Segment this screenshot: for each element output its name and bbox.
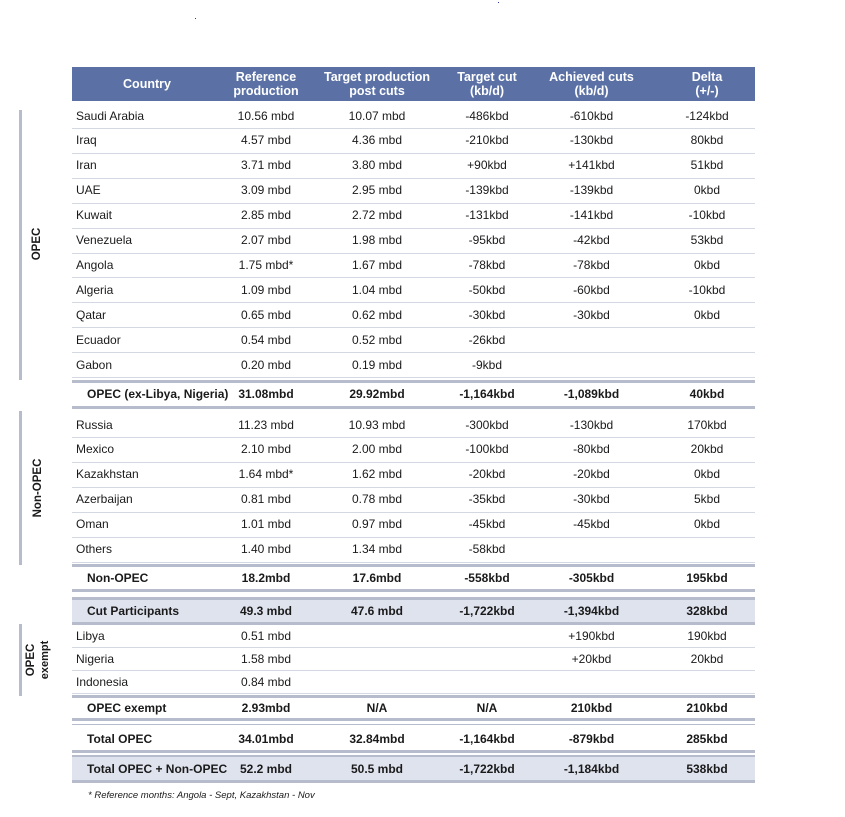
- cell-achieved-cut: -1,089kbd: [563, 387, 620, 401]
- group-bracket-opec: [19, 110, 22, 380]
- table-row: [72, 178, 755, 204]
- cell-delta: 0kbd: [693, 307, 721, 322]
- cell-target-production: 0.97 mbd: [351, 517, 403, 532]
- cell-achieved-cut: -60kbd: [573, 282, 610, 297]
- cell-country: Gabon: [76, 357, 113, 372]
- cell-delta: 53kbd: [690, 233, 724, 247]
- cell-achieved-cut: [534, 670, 649, 693]
- cell-achieved-cut: -30kbd: [573, 307, 610, 322]
- stray-dot: [195, 18, 196, 19]
- cell-country: Ecuador: [76, 332, 121, 347]
- table-row: [72, 537, 755, 563]
- cell-delta: 20kbd: [690, 442, 724, 457]
- cell-target-production: 3.80 mbd: [351, 158, 403, 173]
- cell-reference-production: 2.10 mbd: [240, 442, 292, 457]
- cell-reference-production: 1.01 mbd: [240, 517, 292, 532]
- cell-achieved-cut: +141kbd: [568, 158, 615, 173]
- cell-country: Qatar: [76, 307, 107, 322]
- cell-achieved-cut: -305kbd: [568, 571, 615, 585]
- cell-reference-production: 4.57 mbd: [240, 133, 292, 148]
- cell-country: Kuwait: [76, 208, 113, 223]
- cell-achieved-cut: [534, 352, 649, 377]
- cell-target-production: 29.92mbd: [349, 387, 405, 401]
- cell-delta: 51kbd: [690, 158, 724, 173]
- cell-reference-production: 52.2 mbd: [239, 761, 293, 776]
- cell-reference-production: 0.20 mbd: [240, 357, 292, 372]
- cell-target-cut: -139kbd: [465, 183, 509, 198]
- cell-delta: 80kbd: [690, 133, 724, 148]
- cell-achieved-cut: 210kbd: [570, 701, 613, 715]
- cell-target-production: 47.6 mbd: [350, 604, 404, 618]
- cell-target-cut: -20kbd: [468, 467, 506, 482]
- cell-target-cut: -35kbd: [468, 492, 506, 507]
- cell-delta: 40kbd: [689, 387, 725, 401]
- cell-achieved-cut: -879kbd: [568, 731, 615, 746]
- cell-reference-production: 0.54 mbd: [240, 332, 292, 347]
- cell-target-cut: -50kbd: [468, 282, 506, 297]
- cell-target-production: N/A: [366, 701, 388, 715]
- cell-country: Iran: [76, 158, 97, 173]
- cell-achieved-cut: -42kbd: [573, 233, 610, 247]
- cell-target-production: 2.95 mbd: [351, 183, 403, 198]
- cell-achieved-cut: +190kbd: [568, 628, 615, 643]
- subtotal-row-opec-exempt: [72, 697, 755, 719]
- group-label-exempt-line1: OPEC: [25, 643, 37, 677]
- cell-target-production: 0.62 mbd: [351, 307, 403, 322]
- cell-target-production: 50.5 mbd: [350, 761, 404, 776]
- table-row: [72, 412, 755, 438]
- table-row: [72, 252, 755, 278]
- cell-achieved-cut: -80kbd: [573, 442, 610, 457]
- cell-reference-production: 1.09 mbd: [240, 282, 292, 297]
- cell-delta: 5kbd: [693, 492, 721, 507]
- cell-reference-production: 1.75 mbd*: [238, 257, 294, 272]
- cell-achieved-cut: -1,184kbd: [563, 761, 620, 776]
- cell-achieved-cut: -141kbd: [569, 208, 614, 223]
- cell-reference-production: 11.23 mbd: [238, 417, 294, 432]
- cell-target-cut: -1,164kbd: [459, 387, 515, 401]
- cell-reference-production: 2.07 mbd: [240, 233, 292, 247]
- table-row: [72, 203, 755, 229]
- cell-target-cut: [447, 670, 527, 693]
- table-row: [72, 437, 755, 463]
- stray-dot: [498, 2, 499, 3]
- cell-country: Russia: [76, 417, 113, 432]
- cell-target-cut: [447, 624, 527, 647]
- cell-target-cut: -95kbd: [468, 233, 506, 247]
- cell-target-production: 2.00 mbd: [351, 442, 403, 457]
- cell-country: Angola: [76, 257, 114, 272]
- footnote: * Reference months: Angola - Sept, Kazakhstan - Nov: [88, 790, 315, 801]
- table-row: [72, 512, 755, 538]
- cell-reference-production: 1.58 mbd: [240, 651, 292, 666]
- cell-target-cut: +90kbd: [467, 158, 507, 173]
- cell-target-production: 10.07 mbd: [348, 108, 406, 123]
- cell-target-production: [316, 624, 438, 647]
- header-target-cut: Target cut (kb/d): [457, 70, 517, 98]
- cell-country: Azerbaijan: [76, 492, 133, 507]
- cell-delta: 210kbd: [686, 701, 728, 715]
- cell-reference-production: 2.93mbd: [241, 701, 291, 715]
- cell-target-production: 4.36 mbd: [351, 133, 403, 148]
- cell-target-production: [316, 670, 438, 693]
- cell-delta: [662, 327, 752, 352]
- cell-achieved-cut: -45kbd: [573, 517, 610, 532]
- cell-delta: 0kbd: [693, 183, 721, 198]
- total-row-opec: [72, 727, 755, 750]
- table-row: [72, 228, 755, 254]
- cell-achieved-cut: -130kbd: [569, 133, 614, 148]
- header-reference-production: Reference production: [233, 70, 299, 98]
- header-country: Country: [123, 77, 171, 91]
- group-label-opec: OPEC: [31, 227, 43, 261]
- cell-country: Algeria: [76, 282, 114, 297]
- cell-country: Non-OPEC: [87, 571, 149, 585]
- rule-opec-total-bottom: [72, 406, 755, 409]
- cell-reference-production: 0.51 mbd: [240, 628, 292, 643]
- cell-country: Mexico: [76, 442, 115, 457]
- table-row: [72, 462, 755, 488]
- cell-delta: -10kbd: [688, 208, 726, 223]
- cell-reference-production: 18.2mbd: [241, 571, 291, 585]
- rule-non-opec-total-bottom: [72, 589, 755, 592]
- cell-target-production: 1.98 mbd: [351, 233, 403, 247]
- cell-target-cut: -100kbd: [465, 442, 509, 457]
- header-target-production: Target production post cuts: [323, 70, 430, 98]
- cell-achieved-cut: -20kbd: [573, 467, 610, 482]
- cell-target-production: 1.04 mbd: [351, 282, 403, 297]
- cell-target-production: 17.6mbd: [352, 571, 402, 585]
- cell-delta: [662, 352, 752, 377]
- cell-delta: 0kbd: [693, 517, 721, 532]
- rule-total-opec-bottom: [72, 750, 755, 753]
- cell-target-production: 10.93 mbd: [348, 417, 406, 432]
- cell-achieved-cut: -610kbd: [569, 108, 614, 123]
- table-header: [72, 67, 755, 101]
- total-row-all: [72, 757, 755, 780]
- table-row: [72, 670, 755, 694]
- cell-reference-production: 3.09 mbd: [240, 183, 292, 198]
- cell-achieved-cut: -78kbd: [573, 257, 610, 272]
- cell-target-cut: -1,164kbd: [459, 731, 515, 746]
- group-label-exempt-line2: exempt: [39, 640, 51, 680]
- table-row: [72, 647, 755, 671]
- cell-target-cut: N/A: [476, 701, 498, 715]
- cell-country: OPEC exempt: [87, 701, 167, 715]
- cell-delta: 538kbd: [686, 761, 728, 776]
- cell-target-cut: -558kbd: [464, 571, 510, 585]
- cell-target-production: 1.62 mbd: [351, 467, 403, 482]
- cell-delta: 0kbd: [693, 467, 721, 482]
- cell-reference-production: 49.3 mbd: [239, 604, 293, 618]
- subtotal-row-opec: [72, 383, 755, 405]
- cell-country: Venezuela: [76, 233, 133, 247]
- cell-reference-production: 31.08mbd: [238, 387, 294, 401]
- table-row: [72, 153, 755, 179]
- cell-delta: 170kbd: [687, 417, 727, 432]
- cell-target-production: 0.52 mbd: [351, 332, 403, 347]
- cell-achieved-cut: -139kbd: [569, 183, 614, 198]
- cell-country: UAE: [76, 183, 101, 198]
- cell-reference-production: 0.65 mbd: [240, 307, 292, 322]
- cell-delta: 285kbd: [686, 731, 728, 746]
- cell-country: Nigeria: [76, 651, 115, 666]
- cell-target-cut: -58kbd: [468, 542, 506, 556]
- cell-reference-production: 2.85 mbd: [240, 208, 292, 223]
- subtotal-row-cut-participants: [72, 600, 755, 622]
- cell-reference-production: 10.56 mbd: [237, 108, 295, 123]
- cell-delta: -124kbd: [685, 108, 729, 123]
- header-delta: Delta (+/-): [691, 70, 723, 98]
- cell-target-cut: -1,722kbd: [459, 761, 515, 776]
- rule-total-opec-top: [72, 724, 755, 725]
- cell-country: Total OPEC + Non-OPEC: [87, 761, 228, 776]
- table-row: [72, 352, 755, 378]
- cell-country: Saudi Arabia: [76, 108, 145, 123]
- cell-target-production: 1.67 mbd: [351, 257, 403, 272]
- cell-achieved-cut: -1,394kbd: [563, 604, 620, 618]
- cell-delta: 190kbd: [687, 628, 727, 643]
- rule-exempt-total-bottom: [72, 718, 755, 721]
- cell-reference-production: 1.64 mbd*: [238, 467, 294, 482]
- table-row: [72, 327, 755, 353]
- group-label-opec-exempt: [15, 640, 65, 680]
- group-bracket-non-opec: [19, 411, 22, 565]
- cell-country: OPEC (ex-Libya, Nigeria): [87, 387, 229, 401]
- cell-target-cut: -210kbd: [465, 133, 509, 148]
- cell-delta: -10kbd: [688, 282, 726, 297]
- cell-country: Cut Participants: [87, 604, 180, 618]
- cell-delta: 0kbd: [693, 257, 721, 272]
- cell-country: Others: [76, 542, 113, 556]
- table-row: [72, 103, 755, 129]
- cell-target-production: 0.19 mbd: [351, 357, 403, 372]
- cell-achieved-cut: +20kbd: [571, 651, 612, 666]
- cell-target-cut: -131kbd: [465, 208, 509, 223]
- subtotal-row-non-opec: [72, 567, 755, 589]
- cell-achieved-cut: [534, 327, 649, 352]
- cell-target-production: 32.84mbd: [349, 731, 405, 746]
- cell-country: Indonesia: [76, 674, 129, 689]
- cell-target-cut: -30kbd: [468, 307, 506, 322]
- cell-target-production: 2.72 mbd: [351, 208, 403, 223]
- cell-target-cut: -78kbd: [468, 257, 506, 272]
- cell-reference-production: 3.71 mbd: [240, 158, 292, 173]
- table-row: [72, 277, 755, 303]
- cell-country: Iraq: [76, 133, 97, 148]
- cell-country: Oman: [76, 517, 109, 532]
- cell-target-cut: -1,722kbd: [459, 604, 515, 618]
- rule-total-all-bottom: [72, 780, 755, 783]
- cell-target-cut: -486kbd: [465, 108, 509, 123]
- cell-country: Kazakhstan: [76, 467, 139, 482]
- cell-delta: 195kbd: [686, 571, 728, 585]
- cell-target-cut: -9kbd: [471, 357, 503, 372]
- cell-target-production: [316, 647, 438, 670]
- cell-target-production: 0.78 mbd: [351, 492, 403, 507]
- cell-target-production: 1.34 mbd: [351, 542, 403, 556]
- header-achieved-cuts: Achieved cuts (kb/d): [549, 70, 634, 98]
- cell-country: Libya: [76, 628, 105, 643]
- cell-delta: 20kbd: [690, 651, 724, 666]
- table-row: [72, 302, 755, 328]
- cell-target-cut: [447, 647, 527, 670]
- cell-reference-production: 0.84 mbd: [240, 674, 292, 689]
- cell-reference-production: 34.01mbd: [238, 731, 294, 746]
- cell-reference-production: 1.40 mbd: [240, 542, 292, 556]
- cell-target-cut: -45kbd: [468, 517, 506, 532]
- table-row: [72, 128, 755, 154]
- table-row: [72, 624, 755, 648]
- cell-reference-production: 0.81 mbd: [240, 492, 292, 507]
- cell-delta: 328kbd: [686, 604, 728, 618]
- cell-country: Total OPEC: [87, 731, 153, 746]
- cell-delta: [662, 670, 752, 693]
- cell-target-cut: -300kbd: [465, 417, 509, 432]
- cell-target-cut: -26kbd: [468, 332, 506, 347]
- table-row: [72, 487, 755, 513]
- cell-achieved-cut: -130kbd: [569, 417, 614, 432]
- group-label-non-opec: Non-OPEC: [32, 458, 44, 518]
- cell-delta: [662, 537, 752, 562]
- cell-achieved-cut: [534, 537, 649, 562]
- cell-achieved-cut: -30kbd: [573, 492, 610, 507]
